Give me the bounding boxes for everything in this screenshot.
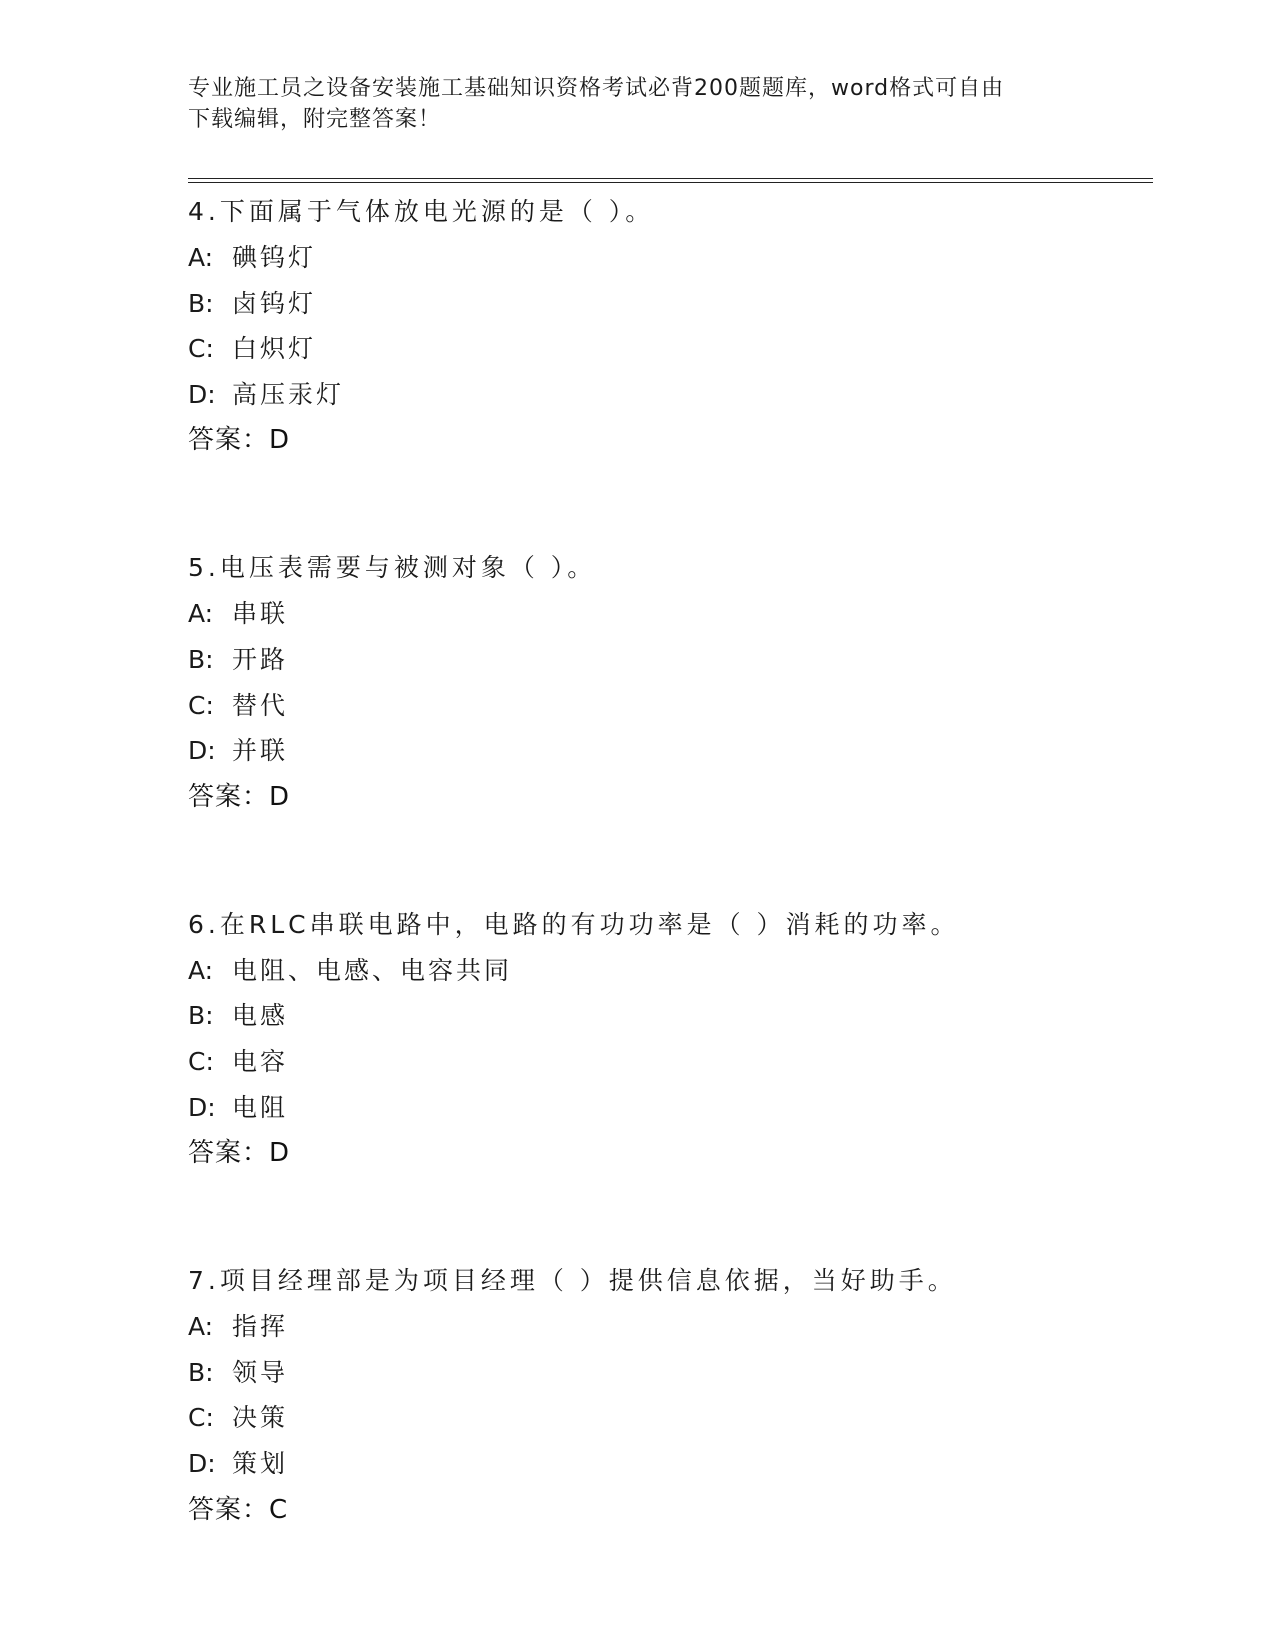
option-b [188, 637, 1148, 683]
option-key: D: [188, 1092, 216, 1122]
option-d [188, 372, 1148, 418]
question-6 [188, 902, 1148, 1176]
option-b [188, 281, 1148, 327]
option-a [188, 1304, 1148, 1350]
answer-line: 答案：D [188, 425, 291, 456]
option-key: B: [188, 1357, 214, 1387]
option-key: A: [188, 955, 214, 985]
question-list [188, 189, 1148, 1533]
question-spacer [188, 1176, 1148, 1258]
header-line-1: 专业施工员之设备安装施工基础知识资格考试必背200题题库，word格式可自由 [188, 76, 1005, 101]
option-text: 并联 [232, 736, 289, 766]
option-key: D: [188, 1448, 216, 1478]
option-key: B: [188, 644, 214, 674]
option-d [188, 728, 1148, 774]
option-text: 电阻 [232, 1092, 289, 1122]
option-key: B: [188, 1001, 214, 1031]
option-c [188, 1395, 1148, 1441]
option-key: A: [188, 599, 214, 629]
option-text: 指挥 [232, 1312, 289, 1342]
option-text: 开路 [232, 644, 289, 674]
option-text: 领导 [232, 1357, 289, 1387]
option-c [188, 1039, 1148, 1085]
option-text: 卤钨灯 [232, 288, 317, 318]
option-c [188, 683, 1148, 729]
option-key: B: [188, 288, 214, 318]
question-4 [188, 189, 1148, 463]
header-double-rule [188, 178, 1153, 183]
question-stem: 7.项目经理部是为项目经理（ ）提供信息依据，当好助手。 [188, 1266, 957, 1296]
header-line-2: 下载编辑，附完整答案！ [188, 107, 442, 132]
option-text: 策划 [232, 1448, 289, 1478]
question-stem: 6.在RLC串联电路中，电路的有功功率是（ ）消耗的功率。 [188, 909, 960, 939]
option-a [188, 235, 1148, 281]
option-text: 白炽灯 [232, 334, 317, 364]
option-text: 电感 [232, 1001, 289, 1031]
question-spacer [188, 820, 1148, 902]
question-5 [188, 545, 1148, 819]
option-key: C: [188, 690, 214, 720]
option-text: 串联 [232, 599, 289, 629]
option-b [188, 993, 1148, 1039]
option-text: 替代 [232, 690, 289, 720]
option-key: A: [188, 1312, 214, 1342]
option-text: 电阻、电感、电容共同 [232, 955, 513, 985]
option-key: C: [188, 1403, 214, 1433]
option-a [188, 948, 1148, 994]
question-spacer [188, 463, 1148, 545]
option-b [188, 1350, 1148, 1396]
option-text: 电容 [232, 1046, 289, 1076]
answer-line: 答案：D [188, 1138, 291, 1169]
option-key: D: [188, 736, 216, 766]
question-7 [188, 1258, 1148, 1532]
option-text: 决策 [232, 1403, 289, 1433]
answer-line: 答案：C [188, 1494, 289, 1525]
answer-line: 答案：D [188, 781, 291, 812]
option-d [188, 1085, 1148, 1131]
question-stem: 4.下面属于气体放电光源的是（ ）。 [188, 197, 655, 226]
option-c [188, 326, 1148, 372]
option-key: C: [188, 334, 214, 364]
option-text: 碘钨灯 [232, 243, 317, 272]
question-stem: 5.电压表需要与被测对象（ ）。 [188, 553, 597, 583]
option-a [188, 591, 1148, 637]
option-key: C: [188, 1046, 214, 1076]
option-text: 高压汞灯 [232, 379, 345, 409]
option-key: D: [188, 379, 216, 409]
option-key: A: [188, 243, 214, 272]
document-header [188, 73, 1088, 135]
option-d [188, 1441, 1148, 1487]
